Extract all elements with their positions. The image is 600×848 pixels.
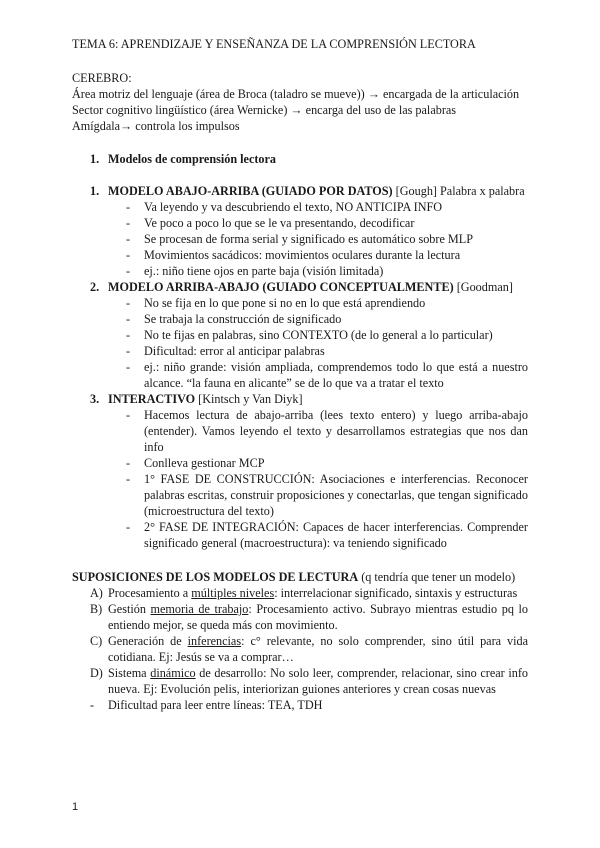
list-item: ej.: niño tiene ojos en parte baja (visión limitada) <box>144 264 384 278</box>
item-letter: C) <box>90 634 103 648</box>
supposition-item <box>108 634 528 666</box>
bullet-dash: - <box>126 328 131 342</box>
supposition-key-term: memoria de trabajo <box>150 602 249 616</box>
page-number: 1 <box>72 801 79 813</box>
model-heading <box>108 392 303 408</box>
supposition-text: Sistema <box>108 666 151 680</box>
bullet-dash: - <box>90 698 95 712</box>
bullet-dash: - <box>126 200 131 214</box>
list-item: ej.: niño grande: visión ampliada, comprendemos todo lo que está a nuestro alcance. “la fauna en alicante” se de lo que va a tratar el texto <box>144 360 528 390</box>
section-number: 1. <box>90 152 100 166</box>
supposition-key-term: dinámico <box>150 666 196 680</box>
list-item: Dificultad: error al anticipar palabras <box>144 344 325 358</box>
suppositions-heading <box>72 570 515 586</box>
document-title: TEMA 6: APRENDIZAJE Y ENSEÑANZA DE LA COMPRENSIÓN LECTORA <box>72 37 476 51</box>
supposition-key-term: inferencias <box>187 634 242 648</box>
supposition-text: de desarrollo: No solo leer, comprender, relacionar, sino crear info nueva. Ej: Evolución pelis, interiorizan guiones anteriores y crean cosas nuevas <box>108 666 528 696</box>
supposition-text: : interrelacionar significado, sintaxis y estructuras <box>274 586 518 600</box>
model-heading <box>108 280 513 296</box>
list-item: Ve poco a poco lo que se le va presentando, decodificar <box>144 216 415 230</box>
bullet-dash: - <box>126 264 131 278</box>
supposition-text: : Procesamiento activo. Subrayo mientras estudio pq lo entiendo mejor, se queda más con movimiento. <box>108 602 528 632</box>
list-item: No te fijas en palabras, sino CONTEXTO (de lo general a lo particular) <box>144 328 493 342</box>
list-item: Se trabaja la construcción de significado <box>144 312 342 326</box>
suppositions-title: SUPOSICIONES DE LOS MODELOS DE LECTURA <box>72 570 359 584</box>
bullet-dash: - <box>126 296 131 310</box>
bullet-dash: - <box>126 248 131 262</box>
model-title: MODELO ABAJO-ARRIBA (GUIADO POR DATOS) <box>108 184 393 198</box>
model-title: MODELO ARRIBA-ABAJO (GUIADO CONCEPTUALMENTE) <box>108 280 454 294</box>
list-item: Conlleva gestionar MCP <box>144 456 265 470</box>
model-note: [Goodman] <box>453 280 513 294</box>
list-item: Hacemos lectura de abajo-arriba (lees texto entero) y luego arriba-abajo (entender). Vamos leyendo el texto y desarrollamos estrategias que nos dan info <box>144 408 528 454</box>
list-item: Dificultad para leer entre líneas: TEA, TDH <box>108 698 323 712</box>
item-letter: D) <box>90 666 103 680</box>
section-title: Modelos de comprensión lectora <box>108 152 277 166</box>
model-number: 3. <box>90 392 100 406</box>
brain-line: Sector cognitivo lingüístico (área Wernicke) → encarga del uso de las palabras <box>72 103 457 117</box>
item-letter: A) <box>90 586 103 600</box>
supposition-item <box>108 586 517 602</box>
supposition-text: Gestión <box>108 602 151 616</box>
brain-line: Área motriz del lenguaje (área de Broca (taladro se mueve)) → encargada de la articulación <box>72 87 520 101</box>
list-item: Movimientos sacádicos: movimientos oculares durante la lectura <box>144 248 461 262</box>
bullet-dash: - <box>126 360 131 374</box>
list-item: 1° FASE DE CONSTRUCCIÓN: Asociaciones e interferencias. Reconocer palabras escritas, construir proposiciones y conectarlas, que tengan significado (microestructura del texto) <box>144 472 528 518</box>
model-number: 2. <box>90 280 100 294</box>
list-item: 2° FASE DE INTEGRACIÓN: Capaces de hacer interferencias. Comprender significado general (macroestructura): va teniendo significado <box>144 520 528 550</box>
item-letter: B) <box>90 602 103 616</box>
supposition-item <box>108 666 528 698</box>
bullet-dash: - <box>126 232 131 246</box>
brain-heading: CEREBRO: <box>72 71 132 85</box>
bullet-dash: - <box>126 344 131 358</box>
supposition-text: : c° relevante, no solo comprender, sino útil para vida cotidiana. Ej: Jesús se va a comprar… <box>108 634 528 664</box>
bullet-dash: - <box>126 456 131 470</box>
supposition-text: Procesamiento a <box>108 586 192 600</box>
list-item: Se procesan de forma serial y significado es automático sobre MLP <box>144 232 473 246</box>
model-number: 1. <box>90 184 100 198</box>
bullet-dash: - <box>126 312 131 326</box>
model-title: INTERACTIVO <box>108 392 196 406</box>
model-note: [Kintsch y Van Diyk] <box>195 392 303 406</box>
bullet-dash: - <box>126 520 131 534</box>
bullet-dash: - <box>126 408 131 422</box>
bullet-dash: - <box>126 216 131 230</box>
suppositions-note: (q tendría que tener un modelo) <box>358 570 516 584</box>
supposition-key-term: múltiples niveles <box>191 586 275 600</box>
model-heading <box>108 184 525 200</box>
list-item: No se fija en lo que pone si no en lo que está aprendiendo <box>144 296 426 310</box>
brain-line: Amígdala→ controla los impulsos <box>72 119 240 133</box>
bullet-dash: - <box>126 472 131 486</box>
supposition-item <box>108 602 528 634</box>
supposition-text: Generación de <box>108 634 188 648</box>
model-note: [Gough] Palabra x palabra <box>392 184 525 198</box>
list-item: Va leyendo y va descubriendo el texto, NO ANTICIPA INFO <box>144 200 443 214</box>
